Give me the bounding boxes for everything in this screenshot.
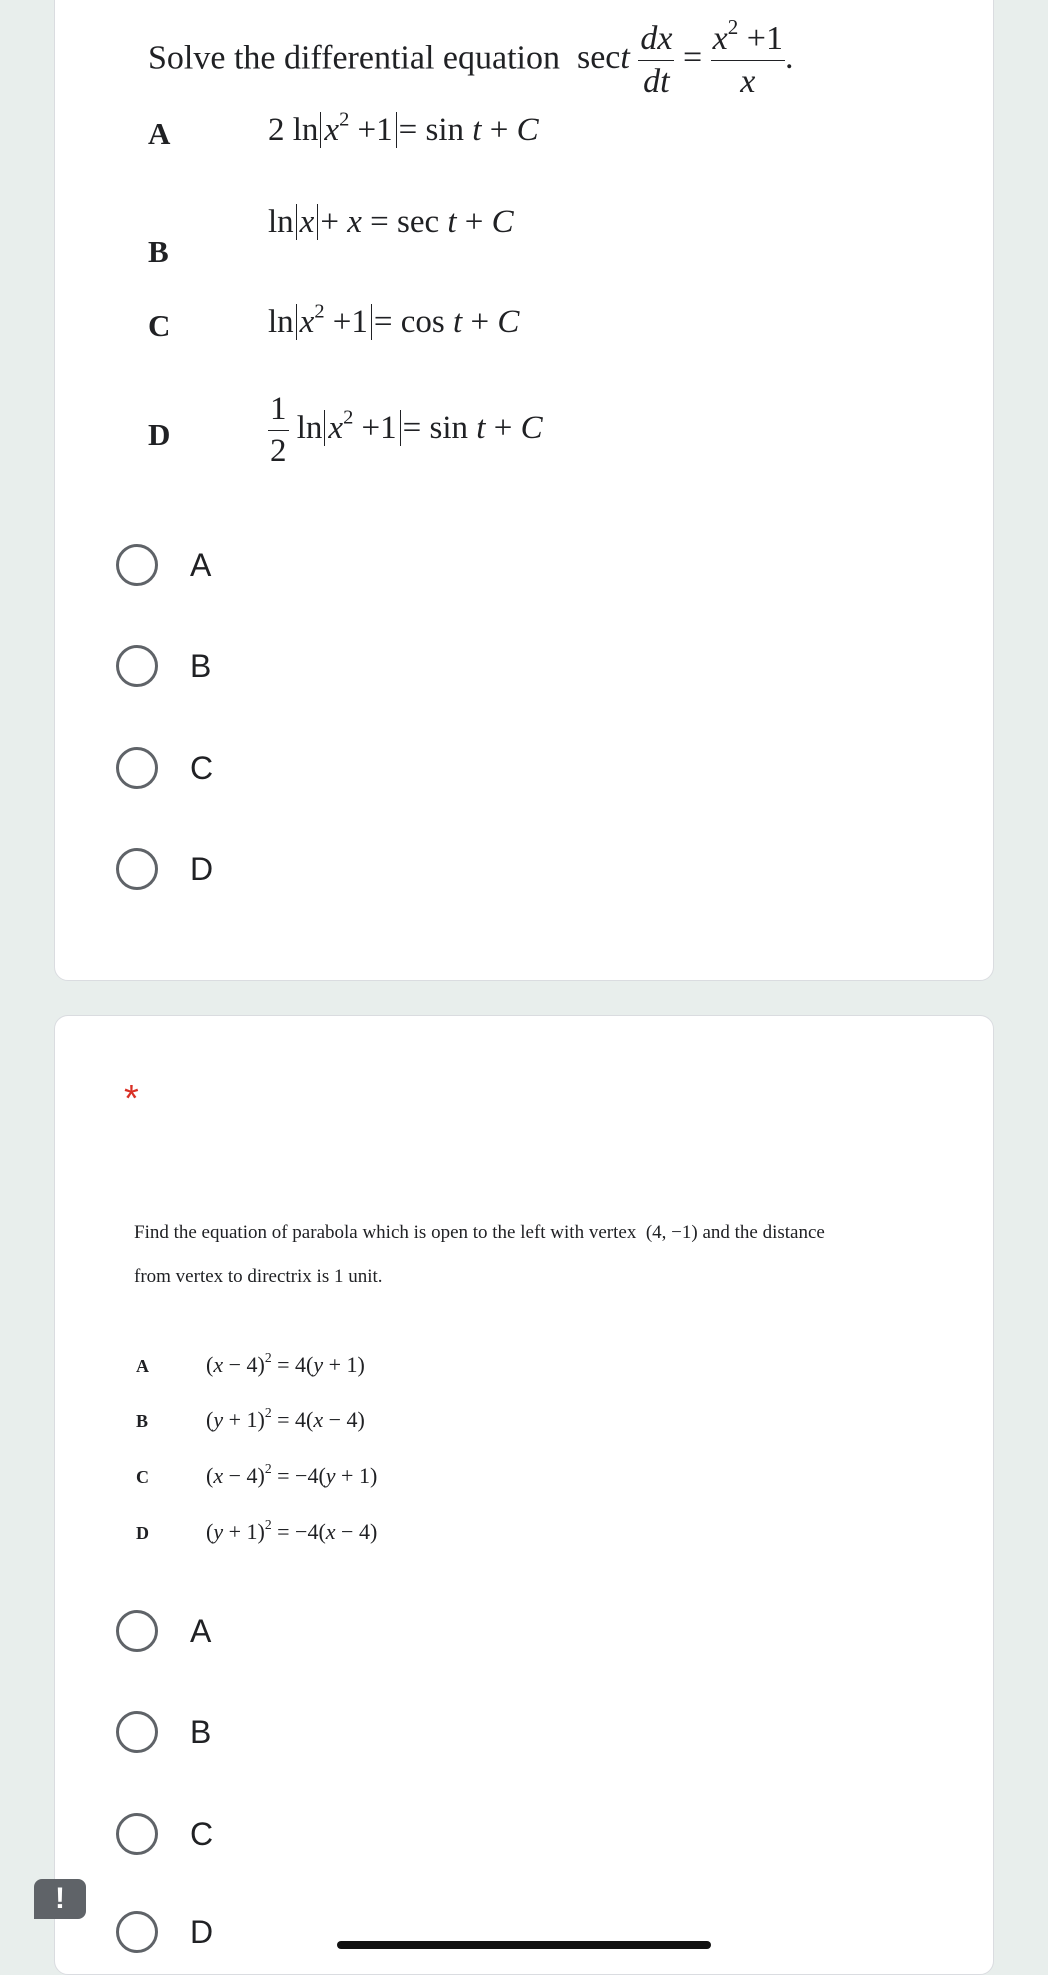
option-d-expression: $(y + 1)^2 = -4(x - 4)$	[206, 1517, 378, 1544]
radio-option-a[interactable]	[116, 1605, 211, 1657]
option-letter-b: B	[136, 1411, 149, 1431]
radio-option-d[interactable]	[116, 1906, 213, 1958]
radio-label: D	[190, 850, 214, 887]
vertex-value: (4, −1)	[645, 1222, 698, 1243]
radio-circle[interactable]	[116, 747, 158, 789]
radio-option-b[interactable]	[116, 640, 211, 692]
radio-circle[interactable]	[116, 645, 158, 687]
alert-icon[interactable]: !	[34, 1879, 86, 1919]
question-1-equation: sect $\frac{dx}{dt}$ = $\frac{x^2 +1}{x}$ .	[576, 14, 794, 100]
radio-option-a[interactable]	[116, 539, 211, 591]
option-d-expression: $\frac{1}{2}$ $\ln x^2 +1 = \sin t + C$	[270, 391, 543, 469]
question-2-text-line-2: from vertex to directrix is 1 unit.	[134, 1266, 383, 1287]
option-letter-c: C	[148, 308, 171, 343]
home-indicator-bar[interactable]	[337, 1941, 711, 1949]
option-b-expression: $(y + 1)^2 = 4(x - 4)$	[206, 1405, 365, 1432]
radio-label: C	[190, 1815, 214, 1852]
radio-option-b[interactable]	[116, 1706, 211, 1758]
option-c-expression: $(x - 4)^2 = -4(y + 1)$	[206, 1461, 378, 1488]
radio-circle[interactable]	[116, 1711, 158, 1753]
radio-label: B	[190, 1713, 212, 1750]
option-c-expression: $\ln x^2 +1 = \cos t + C$	[268, 300, 520, 340]
radio-label: B	[190, 647, 212, 684]
question-2-text-line-1: Find the equation of parabola which is open to the left with vertex (4, −1) and the distance	[134, 1222, 825, 1243]
radio-option-c[interactable]	[116, 742, 213, 794]
option-a-expression: 2 $\ln x^2 +1 = \sin t + C$	[268, 108, 539, 148]
radio-option-c[interactable]	[116, 1808, 213, 1860]
option-letter-a: A	[148, 116, 171, 151]
radio-label: A	[190, 1612, 212, 1649]
radio-option-d[interactable]	[116, 843, 213, 895]
required-marker: *	[124, 1078, 139, 1120]
option-b-expression: ln x + x = sec t + C	[268, 204, 514, 240]
option-letter-b: B	[148, 234, 169, 269]
radio-circle[interactable]	[116, 544, 158, 586]
radio-circle[interactable]	[116, 1610, 158, 1652]
radio-label: D	[190, 1913, 214, 1950]
radio-label: C	[190, 749, 214, 786]
radio-label: A	[190, 546, 212, 583]
option-letter-c: C	[136, 1467, 149, 1487]
option-letter-d: D	[148, 417, 171, 452]
radio-circle[interactable]	[116, 1813, 158, 1855]
radio-circle[interactable]	[116, 1911, 158, 1953]
radio-circle[interactable]	[116, 848, 158, 890]
option-a-expression: $(x - 4)^2 = 4(y + 1)$	[206, 1350, 365, 1377]
question-1-text: Solve the differential equation sect $\frac{dx}{dt}$ = $\frac{x^2 +1}{x}$ .	[148, 14, 794, 100]
option-letter-a: A	[136, 1356, 149, 1376]
option-letter-d: D	[136, 1523, 149, 1543]
